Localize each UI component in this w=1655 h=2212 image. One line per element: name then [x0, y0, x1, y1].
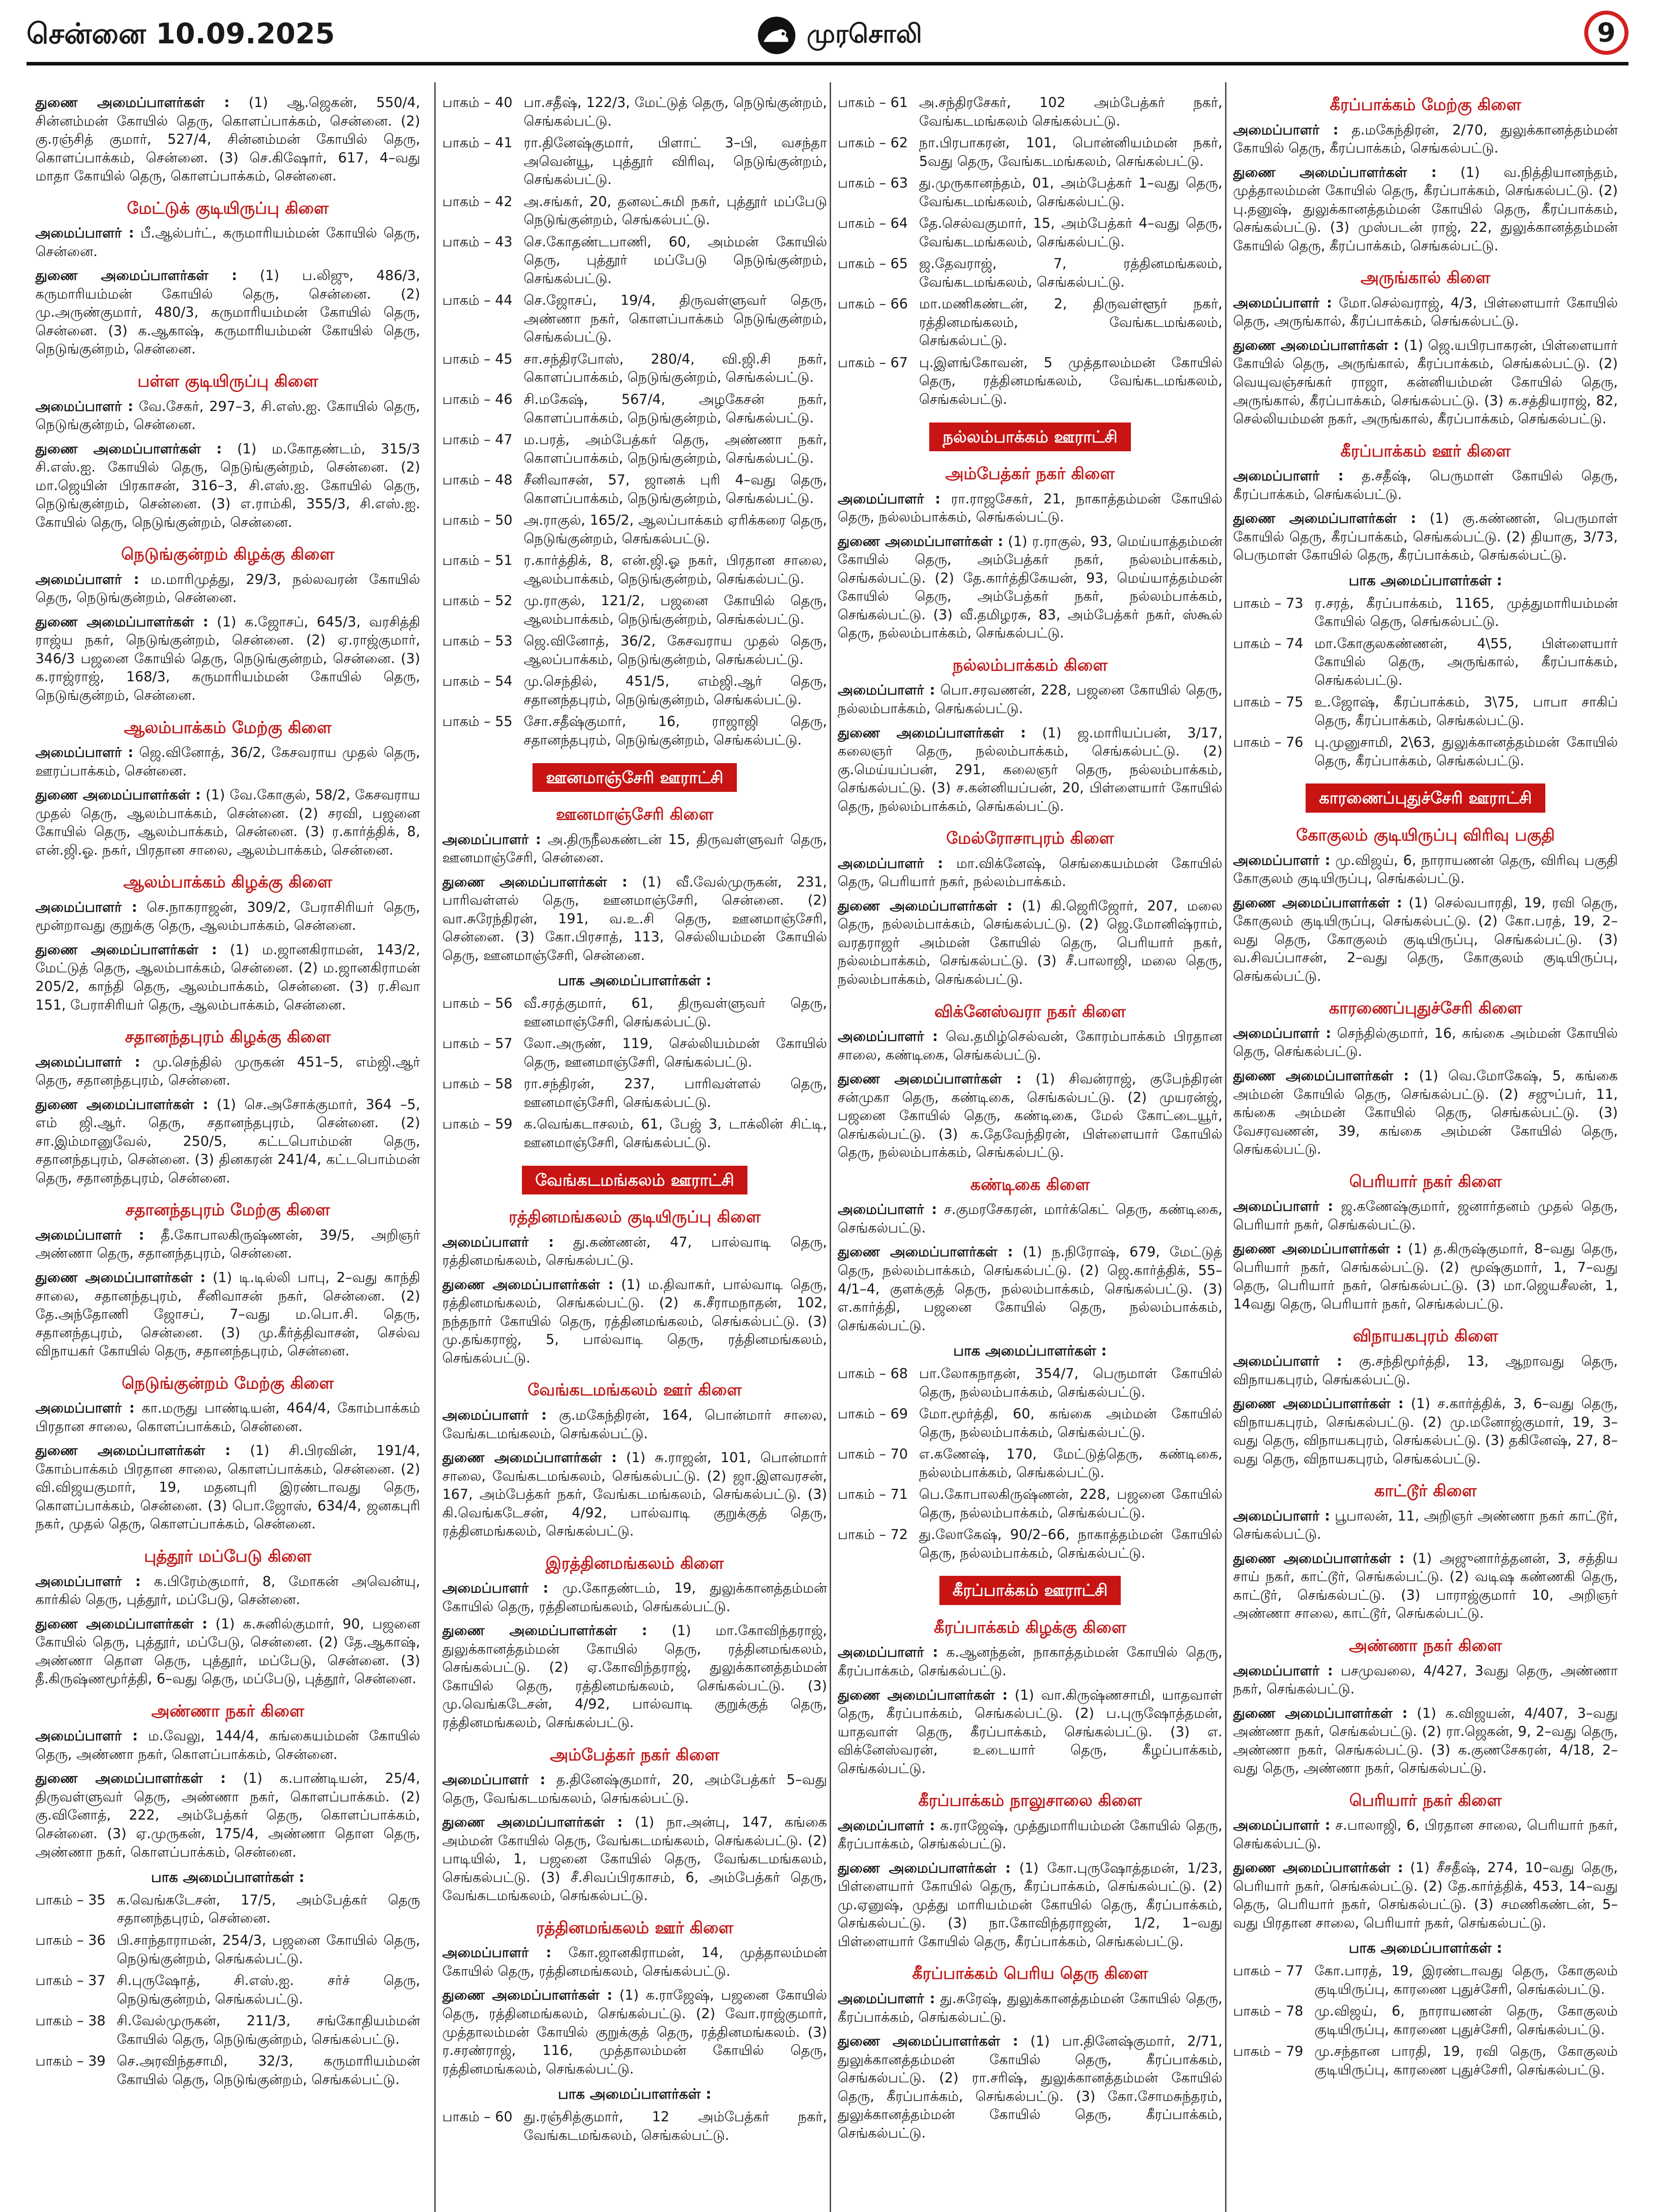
booth-number: பாகம் – 62	[838, 135, 908, 151]
booth-entry	[442, 552, 827, 588]
branch-heading: அருங்கால் கிளை	[1360, 268, 1490, 288]
booth-person: ரா.சந்திரன், 237, பாரிவள்ளல் தெரு, ஊனமாஞ்சேரி, செங்கல்பட்டு.	[524, 1076, 827, 1110]
booth-number: பாகம் – 47	[442, 432, 513, 448]
booth-entry	[442, 713, 827, 749]
booth-number: பாகம் – 38	[35, 2013, 106, 2029]
column-1	[35, 94, 420, 2212]
branch-heading: கோகுலம் குடியிருப்பு விரிவு பகுதி	[1296, 826, 1555, 845]
booth-number: பாகம் – 69	[838, 1406, 908, 1422]
booth-entry	[838, 354, 1222, 409]
branch-heading: கீரப்பாக்கம் கிழக்கு கிளை	[934, 1617, 1126, 1637]
booth-entry	[838, 215, 1222, 251]
listing-deputies: துணை அமைப்பாளர்கள் : (1) வே.கோகுல், 58/2, கேசவராய முதல் தெரு, ஆலம்பாக்கம், சென்னை. (2) சரவி, பஜனை கோயில் தெரு, ஆலம்பாக்கம், சென்னை. (3) ர.கார்த்திக், 8, என்.ஜி.ஓ. நகர், பிரதான சாலை, ஆலம்பாக்கம், சென்னை.	[35, 787, 420, 858]
booth-person: தே.செல்வகுமார், 15, அம்பேத்கர் 4–வது தெரு, வேங்கடமங்கலம், செங்கல்பட்டு.	[919, 215, 1222, 250]
listing-organizer: அமைப்பாளர் : ம.வேலு, 144/4, கங்கையம்மன் கோயில் தெரு, அண்ணா நகர், கொளப்பாக்கம், சென்னை.	[35, 1728, 420, 1763]
branch-heading: ரத்தினமங்கலம் ஊர் கிளை	[536, 1918, 734, 1937]
listing-organizer: அமைப்பாளர் : செ.நாகராஜன், 309/2, பேராசிரியர் தெரு, மூன்றாவது குறுக்கு தெரு, ஆலம்பாக்கம், சென்னை.	[35, 899, 420, 934]
booth-person: மு.செந்தில், 451/5, எம்ஜி.ஆர் தெரு, சதானந்தபுரம், நெடுங்குன்றம், செங்கல்பட்டு.	[524, 673, 827, 708]
listing-deputies: துணை அமைப்பாளர்கள் : (1) க.ஜோசப், 645/3, வரசித்தி ராஜ்ய நகர், நெடுங்குன்றம், சென்னை. (2) ஏ.ராஜ்குமார், 346/3 பஜனை கோயில் தெரு, நெடுங்குன்றம், சென்னை. (3) க.ராஜ்ராஜ், 168/3, கருமாரியம்மன் கோயில் தெரு, நெடுங்குன்றம், சென்னை.	[35, 614, 420, 704]
panchayat-banner: நல்லம்பாக்கம் ஊராட்சி	[929, 422, 1130, 452]
booth-person: மோ.மூர்த்தி, 60, கங்கை அம்மன் கோயில் தெரு, நல்லம்பாக்கம், செங்கல்பட்டு.	[919, 1406, 1222, 1440]
booth-list	[838, 94, 1222, 409]
branch-heading: சதானந்தபுரம் மேற்கு கிளை	[125, 1200, 330, 1220]
booth-entry	[838, 134, 1222, 171]
listing-deputies: துணை அமைப்பாளர்கள் : (1) ம.திவாகர், பால்வாடி தெரு, ரத்தினமங்கலம், செங்கல்பட்டு. (2) க.சீராமநாதன், 102, நந்தநார் கோயில் தெரு, ரத்தினமங்கலம், செங்கல்பட்டு. (3) மு.தங்கராஜ், 5, பால்வாடி தெரு, ரத்தினமங்கலம், செங்கல்பட்டு.	[442, 1276, 827, 1366]
booth-number: பாகம் – 53	[442, 633, 513, 649]
listing-deputies: துணை அமைப்பாளர்கள் : (1) ந.நிரோஷ், 679, மேட்டுத் தெரு, நல்லம்பாக்கம், செங்கல்பட்டு. (2) ஜெ.கார்த்திக், 55–4/1–4, குளக்குத் தெரு, நல்லம்பாக்கம், செங்கல்பட்டு. (3) எ.கார்த்தி, பஜனை கோயில் தெரு, நல்லம்பாக்கம், செங்கல்பட்டு.	[838, 1244, 1222, 1334]
listing-organizer: அமைப்பாளர் : மா.விக்னேஷ், செங்கையம்மன் கோயில் தெரு, பெரியார் நகர், நல்லம்பாக்கம்.	[838, 855, 1222, 890]
booth-person: மா.மணிகண்டன், 2, திருவள்ளூர் நகர், ரத்தினமங்கலம், வேங்கடமங்கலம், செங்கல்பட்டு.	[919, 296, 1222, 349]
branch-heading: கீரப்பாக்கம் நாலுசாலை கிளை	[918, 1791, 1142, 1810]
booth-person: அ.சந்திரசேகர், 102 அம்பேத்கர் நகர், வேங்கடமங்கலம் செங்கல்பட்டு.	[919, 95, 1222, 129]
branch-heading: ஊனமாஞ்சேரி கிளை	[555, 805, 714, 824]
branch-heading: ஆலம்பாக்கம் மேற்கு கிளை	[124, 718, 332, 737]
booth-number: பாகம் – 36	[35, 1932, 106, 1948]
booth-list	[1233, 595, 1618, 771]
booth-number: பாகம் – 56	[442, 995, 513, 1012]
branch-heading: கீரப்பாக்கம் மேற்கு கிளை	[1329, 95, 1521, 114]
booth-person: மா.கோகுலகண்ணன், 4\55, பிள்ளையார் கோயில் தெரு, அருங்கால், கீரப்பாக்கம், செங்கல்பட்டு.	[1314, 635, 1618, 688]
booth-number: பாகம் – 57	[442, 1036, 513, 1052]
branch-heading: பள்ள குடியிருப்பு கிளை	[137, 371, 318, 391]
listing-deputies: துணை அமைப்பாளர்கள் : (1) டி.டில்லி பாபு, 2–வது காந்தி சாலை, சதானந்தபுரம், சீனிவாசன் நகர், சென்னை. (2) தே.அந்தோணி ஜோசப், 7–வது ம.பொ.சி. தெரு, சதானந்தபுரம், சென்னை. (3) மு.கீர்த்திவாசன், செல்வ விநாயகர் கோயில் தெரு, சதானந்தபுரம், சென்னை.	[35, 1270, 420, 1359]
booth-entry	[1233, 733, 1618, 770]
section-subheading: பாக அமைப்பாளர்கள் :	[558, 972, 712, 989]
booth-entry	[35, 1891, 420, 1928]
booth-entry	[442, 592, 827, 629]
listing-organizer: அமைப்பாளர் : து.சுரேஷ், துலுக்கானத்தம்மன் கோயில் தெரு, கீரப்பாக்கம், செங்கல்பட்டு.	[838, 1991, 1222, 2025]
listing-organizer: அமைப்பாளர் : ஜ.கணேஷ்குமார், ஜனார்தனம் முதல் தெரு, பெரியார் நகர், செங்கல்பட்டு.	[1233, 1198, 1618, 1233]
booth-number: பாகம் – 51	[442, 553, 513, 569]
listing-organizer: அமைப்பாளர் : த.தினேஷ்குமார், 20, அம்பேத்கர் 5–வது தெரு, வேங்கடமங்கலம், செங்கல்பட்டு.	[442, 1772, 827, 1806]
booth-person: பா.சதீஷ், 122/3, மேட்டுத் தெரு, நெடுங்குன்றம், செங்கல்பட்டு.	[524, 95, 827, 129]
listing-organizer: அமைப்பாளர் : பூபாலன், 11, அறிஞர் அண்ணா நகர் காட்டூர், செங்கல்பட்டு.	[1233, 1508, 1618, 1543]
booth-number: பாகம் – 42	[442, 193, 513, 210]
booth-number: பாகம் – 46	[442, 391, 513, 407]
booth-entry	[442, 672, 827, 709]
booth-entry	[1233, 2002, 1618, 2039]
section-subheading: பாக அமைப்பாளர்கள் :	[558, 2085, 712, 2103]
section-subheading: பாக அமைப்பாளர்கள் :	[1349, 1939, 1502, 1957]
listing-deputies: துணை அமைப்பாளர்கள் : (1) ம.கோதண்டம், 315/3 சி.எஸ்.ஐ. கோயில் தெரு, நெடுங்குன்றம், சென்னை. (2) மா.ஜெயின் பிரகாசன், 316–3, சி.எஸ்.ஐ. கோயில் தெரு, நெடுங்குன்றம், சென்னை. (3) எ.ராம்கி, 355/3, சி.எஸ்.ஐ. கோயில் தெரு, நெடுங்குன்றம், சென்னை.	[35, 441, 420, 530]
listing-organizer: அமைப்பாளர் : கோ.ஜானகிராமன், 14, முத்தாலம்மன் கோயில் தெரு, ரத்தினமங்கலம், செங்கல்பட்டு.	[442, 1945, 827, 1979]
booth-entry	[838, 1405, 1222, 1442]
booth-entry	[35, 2052, 420, 2089]
booth-number: பாகம் – 78	[1233, 2003, 1303, 2020]
booth-person: ஜெ.வினோத், 36/2, கேசவராய முதல் தெரு, ஆலப்பாக்கம், நெடுங்குன்றம், செங்கல்பட்டு.	[524, 633, 827, 668]
column-4	[1233, 94, 1618, 2212]
listing-organizer: அமைப்பாளர் : மு.விஜய், 6, நாராயணன் தெரு, விரிவு பகுதி கோகுலம் குடியிருப்பு, செங்கல்பட்டு.	[1233, 852, 1618, 887]
listing-deputies: துணை அமைப்பாளர்கள் : (1) பா.தினேஷ்குமார், 2/71, துலுக்கானத்தம்மன் கோயில் தெரு, கீரப்பாக்கம், செங்கல்பட்டு. (2) ரா.சரிஷ், துலுக்கானத்தம்மன் கோயில் தெரு, கீரப்பாக்கம், செங்கல்பட்டு. (3) கோ.சோமசுந்தரம், துலுக்கானத்தம்மன் கோயில் தெரு, கீரப்பாக்கம், செங்கல்பட்டு.	[838, 2033, 1222, 2141]
booth-person: சீனிவாசன், 57, ஜானக் புரி 4–வது தெரு, கொளப்பாக்கம், நெடுங்குன்றம், செங்கல்பட்டு.	[524, 472, 827, 507]
branch-heading: ஆலம்பாக்கம் கிழக்கு கிளை	[123, 872, 333, 892]
booth-number: பாகம் – 70	[838, 1446, 908, 1463]
booth-number: பாகம் – 52	[442, 593, 513, 609]
booth-entry	[442, 391, 827, 427]
booth-entry	[35, 2012, 420, 2049]
booth-number: பாகம் – 41	[442, 135, 513, 151]
listing-organizer: அமைப்பாளர் : வே.சேகர், 297–3, சி.எஸ்.ஐ. கோயில் தெரு, நெடுங்குன்றம், சென்னை.	[35, 398, 420, 433]
branch-heading: மேட்டுக் குடியிருப்பு கிளை	[126, 198, 329, 218]
booth-entry	[442, 1115, 827, 1152]
branch-heading: காரணைப்புதுச்சேரி கிளை	[1329, 998, 1522, 1018]
rising-sun-logo-icon	[756, 15, 797, 56]
section-subheading: பாக அமைப்பாளர்கள் :	[1349, 572, 1502, 589]
listing-deputies: துணை அமைப்பாளர்கள் : (1) சிவன்ராஜ், குபேந்திரன் சன்முகா தெரு, கண்டிகை, செங்கல்பட்டு. (2) முயரன்ஜ், பஜனை கோயில் தெரு, கண்டிகை, மேல் கோட்டையூர், செங்கல்பட்டு. (3) க.தேவேந்திரன், பிள்ளையார் கோயில் தெரு, நல்லம்பாக்கம், செங்கல்பட்டு.	[838, 1071, 1222, 1161]
booth-entry	[442, 511, 827, 548]
listing-organizer: அமைப்பாளர் : பொ.சரவணன், 228, பஜனை கோயில் தெரு, நல்லம்பாக்கம், செங்கல்பட்டு.	[838, 682, 1222, 717]
listing-organizer: அமைப்பாளர் : மு.கோதண்டம், 19, துலுக்கானத்தம்மன் கோயில் தெரு, ரத்தினமங்கலம், செங்கல்பட்டு.	[442, 1580, 827, 1615]
booth-number: பாகம் – 63	[838, 175, 908, 192]
booth-entry	[1233, 1962, 1618, 1999]
booth-number: பாகம் – 66	[838, 296, 908, 312]
booth-number: பாகம் – 73	[1233, 595, 1303, 611]
booth-list	[442, 94, 827, 750]
listing-organizer: அமைப்பாளர் : த.மகேந்திரன், 2/70, துலுக்கானத்தம்மன் கோயில் தெரு, கீரப்பாக்கம், செங்கல்பட்டு.	[1233, 122, 1618, 157]
section-subheading: பாக அமைப்பாளர்கள் :	[953, 1342, 1107, 1359]
listing-deputies: துணை அமைப்பாளர்கள் : (1) வெ.மோகேஷ், 5, கங்கை அம்மன் கோயில் தெரு, செங்கல்பட்டு. (2) சஜுப்பர், 11, கங்கை அம்மன் கோயில் தெரு, செங்கல்பட்டு. (3) வேசரவணன், 39, கங்கை அம்மன் கோயில் தெரு, செங்கல்பட்டு.	[1233, 1068, 1618, 1158]
booth-entry	[838, 1365, 1222, 1402]
listing-deputies: துணை அமைப்பாளர்கள் : (1) கி.ஜெரிஜோர், 207, மலை தெரு, நல்லம்பாக்கம், செங்கல்பட்டு. (2) ஜெ.மோனிஷ்ராம், வரதராஜர் அம்மன் கோயில் தெரு, பெரியார் நகர், நல்லம்பாக்கம், செங்கல்பட்டு. (3) சீ.பாலாஜி, மலை தெரு, நல்லம்பாக்கம், செங்கல்பட்டு.	[838, 898, 1222, 987]
branch-heading: பெரியார் நகர் கிளை	[1349, 1171, 1502, 1191]
listing-deputies: துணை அமைப்பாளர்கள் : (1) நா.அன்பு, 147, கங்கை அம்மன் கோயில் தெரு, வேங்கடமங்கலம், செங்கல்பட்டு. (2) பாடியில், 1, பஜனை கோயில் தெரு, வேங்கடமங்கலம், செங்கல்பட்டு. (3) சீ.சிவப்பிரகாசம், 6, அம்பேத்கர் தெரு, வேங்கடமங்கலம், செங்கல்பட்டு.	[442, 1814, 827, 1904]
booth-person: பு.முனுசாமி, 2\63, துலுக்கானத்தம்மன் கோயில் தெரு, கீரப்பாக்கம், செங்கல்பட்டு.	[1314, 734, 1618, 769]
booth-entry	[35, 1972, 420, 2008]
booth-entry	[442, 233, 827, 288]
listing-deputies: துணை அமைப்பாளர்கள் : (1) சு.ராஜன், 101, பொன்மார் சாலை, வேங்கடமங்கலம், செங்கல்பட்டு. (2) ஜா.இளவரசன், 167, அம்பேத்கர் நகர், வேங்கடமங்கலம், செங்கல்பட்டு. (3) கி.வெங்கடேசன், 4/92, பால்வாடி குறுக்குத் தெரு, ரத்தினமங்கலம், செங்கல்பட்டு.	[442, 1450, 827, 1540]
booth-number: பாகம் – 61	[838, 95, 908, 111]
listing-organizer: அமைப்பாளர் : ரா.ராஜசேகர், 21, நாகாத்தம்மன் கோயில் தெரு, நல்லம்பாக்கம், செங்கல்பட்டு.	[838, 491, 1222, 526]
booth-person: பு.இளங்கோவன், 5 முத்தாலம்மன் கோயில் தெரு, ரத்தினமங்கலம், வேங்கடமங்கலம், செங்கல்பட்டு.	[919, 354, 1222, 407]
booth-number: பாகம் – 60	[442, 2109, 513, 2125]
listing-deputies: துணை அமைப்பாளர்கள் : (1) செல்வபாரதி, 19, ரவி தெரு, கோகுலம் குடியிருப்பு, செங்கல்பட்டு. (2) கோ.பரத், 19, 2–வது தெரு, கோகுலம் குடியிருப்பு, செங்கல்பட்டு. (3) வ.சிவப்பாசன், 2–வது தெரு, கோகுலம் குடியிருப்பு, செங்கல்பட்டு.	[1233, 895, 1618, 984]
booth-entry	[838, 255, 1222, 292]
booth-entry	[838, 174, 1222, 211]
booth-entry	[1233, 2043, 1618, 2079]
booth-entry	[838, 1486, 1222, 1522]
branch-heading: விநாயகபுரம் கிளை	[1352, 1326, 1498, 1346]
branch-heading: இரத்தினமங்கலம் கிளை	[545, 1553, 724, 1573]
branch-heading: வேங்கடமங்கலம் ஊர் கிளை	[528, 1380, 742, 1400]
listing-deputies: துணை அமைப்பாளர்கள் : (1) வ.நித்தியானந்தம், முத்தாலம்மன் கோயில் தெரு, கீரப்பாக்கம், செங்கல்பட்டு. (2) பு.தனுஷ், துலுக்கானத்தம்மன் கோயில் தெரு, கீரப்பாக்கம், செங்கல்பட்டு. (3) முஸ்படன் ராஜ், 22, துலுக்கானத்தம்மன் கோயில் தெரு, கீரப்பாக்கம், செங்கல்பட்டு.	[1233, 164, 1618, 254]
booth-number: பாகம் – 45	[442, 351, 513, 367]
booth-person: வீ.சரத்குமார், 61, திருவள்ளுவர் தெரு, ஊனமாஞ்சேரி, செங்கல்பட்டு.	[524, 995, 827, 1030]
listing-organizer: அமைப்பாளர் : மோ.செல்வராஜ், 4/3, பிள்ளையார் கோயில் தெரு, அருங்கால், கீரப்பாக்கம், செங்கல்பட்டு.	[1233, 295, 1618, 330]
booth-person: மு.சந்தான பாரதி, 19, ரவி தெரு, கோகுலம் குடியிருப்பு, காரணை புதுச்சேரி, செங்கல்பட்டு.	[1314, 2043, 1618, 2078]
listing-organizer: அமைப்பாளர் : கு.மகேந்திரன், 164, பொன்மார் சாலை, வேங்கடமங்கலம், செங்கல்பட்டு.	[442, 1407, 827, 1442]
branch-heading: அண்ணா நகர் கிளை	[151, 1701, 304, 1720]
listing-organizer: அமைப்பாளர் : ஜெ.வினோத், 36/2, கேசவராய முதல் தெரு, ஊரப்பாக்கம், சென்னை.	[35, 745, 420, 779]
listing-deputies: துணை அமைப்பாளர்கள் : (1) கோ.புருஷோத்தமன், 1/23, பிள்ளையார் கோயில் தெரு, கீரப்பாக்கம், செங்கல்பட்டு. (2) மு.ஏனுஷ், முத்து மாரியம்மன் கோயில் தெரு, கீரப்பாக்கம், செங்கல்பட்டு. (3) நா.கோவிந்தராஜன், 1/2, 1–வது பிள்ளையார் கோயில் தெரு, கீரப்பாக்கம், செங்கல்பட்டு.	[838, 1860, 1222, 1950]
booth-list	[1233, 1962, 1618, 2079]
booth-entry	[442, 134, 827, 189]
booth-number: பாகம் – 68	[838, 1365, 908, 1382]
booth-entry	[442, 292, 827, 347]
listing-organizer: அமைப்பாளர் : தீ.கோபாலகிருஷ்ணன், 39/5, அறிஞர் அண்ணா தெரு, சதானந்தபுரம், சென்னை.	[35, 1227, 420, 1262]
booth-number: பாகம் – 74	[1233, 635, 1303, 652]
booth-entry	[442, 193, 827, 230]
branch-heading: மேல்ரோசாபுரம் கிளை	[946, 829, 1114, 848]
booth-person: து.முருகானந்தம், 01, அம்பேத்கர் 1–வது தெரு, வேங்கடமங்கலம், செங்கல்பட்டு.	[919, 175, 1222, 210]
branch-heading: நெடுங்குன்றம் மேற்கு கிளை	[122, 1373, 334, 1393]
panchayat-banner: காரணைப்புதுச்சேரி ஊராட்சி	[1306, 783, 1545, 813]
listing-deputies: துணை அமைப்பாளர்கள் : (1) செ.அசோக்குமார், 364 –5, எம் ஜி.ஆர். தெரு, சதானந்தபுரம், சென்னை. (2) சா.இம்மானுவேல், 250/5, கட்டபொம்மன் தெரு, சதானந்தபுரம், சென்னை. (3) தினகரன் 241/4, கட்டபொம்மன் தெரு, சதானந்தபுரம், சென்னை.	[35, 1096, 420, 1186]
booth-number: பாகம் – 79	[1233, 2043, 1303, 2060]
booth-person: க.வெங்கடாசலம், 61, பேஜ் 3, டாக்லின் சிட்டி, ஊனமாஞ்சேரி, செங்கல்பட்டு.	[524, 1116, 827, 1151]
listing-organizer: அமைப்பாளர் : ச.குமரசேகரன், மார்க்கெட் தெரு, கண்டிகை, செங்கல்பட்டு.	[838, 1202, 1222, 1236]
booth-number: பாகம் – 67	[838, 354, 908, 371]
booth-number: பாகம் – 59	[442, 1116, 513, 1133]
booth-person: ர.கார்த்திக், 8, என்.ஜி.ஓ நகர், பிரதான சாலை, ஆலம்பாக்கம், நெடுங்குன்றம், செங்கல்பட்டு.	[524, 553, 827, 587]
booth-entry	[35, 1932, 420, 1968]
booth-person: எ.கணேஷ், 170, மேட்டுத்தெரு, கண்டிகை, நல்லம்பாக்கம், செங்கல்பட்டு.	[919, 1446, 1222, 1481]
booth-entry	[1233, 635, 1618, 690]
booth-entry	[838, 1445, 1222, 1482]
panchayat-banner: வேங்கடமங்கலம் ஊராட்சி	[522, 1166, 747, 1195]
listing-deputies: துணை அமைப்பாளர்கள் : (1) வீ.வேல்முருகன், 231, பாரிவள்ளல் தெரு, ஊனமாஞ்சேரி, சென்னை. (2) வா.சுரேந்திரன், 191, வ.உ.சி தெரு, ஊனமாஞ்சேரி, சென்னை. (3) கோ.பிரசாத், 113, செல்லியம்மன் கோயில் தெரு, ஊனமாஞ்சேரி, சென்னை.	[442, 874, 827, 964]
listing-deputies: துணை அமைப்பாளர்கள் : (1) வா.கிருஷ்ணசாமி, யாதவாள் தெரு, கீரப்பாக்கம், செங்கல்பட்டு. (2) ப.புருஷோத்தமன், யாதவாள் தெரு, கீரப்பாக்கம், செங்கல்பட்டு. (3) எ. விக்னேஸ்வரன், உடையார் தெரு, கீழப்பாக்கம், செங்கல்பட்டு.	[838, 1687, 1222, 1777]
listing-deputies: துணை அமைப்பாளர்கள் : (1) அஜுனார்த்தனன், 3, சத்திய சாய் நகர், காட்டூர், செங்கல்பட்டு. (2) வடிஷ கண்ணகி தெரு, காட்டூர், செங்கல்பட்டு. (3) பாராஜ்குமார் 10, அறிஞர் அண்ணா சாலை, காட்டூர், செங்கல்பட்டு.	[1233, 1550, 1618, 1622]
listing-organizer: அமைப்பாளர் : கு.சந்திமூர்த்தி, 13, ஆறாவது தெரு, விநாயகபுரம், செங்கல்பட்டு.	[1233, 1353, 1618, 1388]
booth-person: மு.ராகுல், 121/2, பஜனை கோயில் தெரு, ஆலம்பாக்கம், நெடுங்குன்றம், செங்கல்பட்டு.	[524, 593, 827, 627]
listing-deputies: துணை அமைப்பாளர்கள் : (1) ர.ராகுல், 93, மெய்யாத்தம்மன் கோயில் தெரு, அம்பேத்கர் நகர், நல்லம்பாக்கம், செங்கல்பட்டு. (2) தே.கார்த்திகேயன், 93, மெய்யாத்தம்மன் கோயில் தெரு, அம்பேத்கர் நகர், நல்லம்பாக்கம், செங்கல்பட்டு. (3) வீ.தமிழரசு, 83, அம்பேத்கர் நகர், ஸ்கூல் தெரு, நல்லம்பாக்கம், செங்கல்பட்டு.	[838, 533, 1222, 641]
panchayat-banner: ஊனமாஞ்சேரி ஊராட்சி	[533, 763, 736, 792]
listing-deputies: துணை அமைப்பாளர்கள் : (1) த.கிருஷ்குமார், 8–வது தெரு, பெரியார் நகர், செங்கல்பட்டு. (2) மூஷ்குமார், 1, 7–வது தெரு, பெரியார் நகர், செங்கல்பட்டு. (3) மா.ஜெயசீலன், 1, 14வது தெரு, பெரியார் நகர், செங்கல்பட்டு.	[1233, 1241, 1618, 1312]
listing-organizer: அமைப்பாளர் : மு.செந்தில் முருகன் 451–5, எம்ஜி.ஆர் தெரு, சதானந்தபுரம், சென்னை.	[35, 1054, 420, 1089]
branch-heading: பெரியார் நகர் கிளை	[1349, 1790, 1502, 1810]
listing-organizer: அமைப்பாளர் : ச.பாலாஜி, 6, பிரதான சாலை, பெரியார் நகர், செங்கல்பட்டு.	[1233, 1817, 1618, 1852]
booth-person: செ.அரவிந்தசாமி, 32/3, கருமாரியம்மன் கோயில் தெரு, நெடுங்குன்றம், செங்கல்பட்டு.	[117, 2053, 420, 2088]
booth-entry	[838, 295, 1222, 350]
booth-person: து.ரஞ்சித்குமார், 12 அம்பேத்கர் நகர், வேங்கடமங்கலம், செங்கல்பட்டு.	[524, 2109, 827, 2143]
booth-list	[442, 995, 827, 1152]
booth-list	[35, 1891, 420, 2089]
booth-number: பாகம் – 72	[838, 1527, 908, 1543]
booth-person: கோ.பாரத், 19, இரண்டாவது தெரு, கோகுலம் குடியிருப்பு, காரணை புதுச்சேரி, செங்கல்பட்டு.	[1314, 1963, 1618, 1997]
booth-number: பாகம் – 77	[1233, 1963, 1303, 1979]
listing-organizer: அமைப்பாளர் : து.கண்ணன், 47, பால்வாடி தெரு, ரத்தினமங்கலம், செங்கல்பட்டு.	[442, 1234, 827, 1269]
booth-number: பாகம் – 50	[442, 512, 513, 529]
booth-entry	[442, 632, 827, 669]
booth-number: பாகம் – 44	[442, 292, 513, 309]
masthead	[756, 14, 922, 57]
booth-person: ரா.தினேஷ்குமார், பிளாட் 3–பி, வசந்தா அவென்யூ, புத்தூர் விரிவு, நெடுங்குன்றம், செங்கல்பட்டு.	[524, 135, 827, 188]
branch-heading: சதானந்தபுரம் கிழக்கு கிளை	[125, 1027, 331, 1047]
booth-person: ர.சரத், கீரப்பாக்கம், 1165, முத்துமாரியம்மன் கோயில் தெரு, செங்கல்பட்டு.	[1314, 595, 1618, 630]
booth-entry	[1233, 693, 1618, 730]
branch-heading: கண்டிகை கிளை	[970, 1175, 1090, 1194]
branch-heading: அம்பேத்கர் நகர் கிளை	[550, 1745, 720, 1764]
booth-number: பாகம் – 39	[35, 2053, 106, 2070]
column-2	[442, 94, 827, 2212]
booth-entry	[442, 471, 827, 508]
booth-number: பாகம் – 40	[442, 95, 513, 111]
listing-organizer: அமைப்பாளர் : க.ராஜேஷ், முத்துமாரியம்மன் கோயில் தெரு, கீரப்பாக்கம், செங்கல்பட்டு.	[838, 1817, 1222, 1852]
booth-person: சா.சந்திரபோஸ், 280/4, வி.ஜி.சி நகர், கொளப்பாக்கம், நெடுங்குன்றம், செங்கல்பட்டு.	[524, 351, 827, 386]
booth-person: பி.சாந்தாராமன், 254/3, பஜனை கோயில் தெரு, நெடுங்குன்றம், செங்கல்பட்டு.	[117, 1932, 420, 1967]
booth-person: சி.வேல்முருகன், 211/3, சங்கோதியம்மன் கோயில் தெரு, நெடுங்குன்றம், செங்கல்பட்டு.	[117, 2013, 420, 2047]
booth-number: பாகம் – 48	[442, 472, 513, 488]
booth-person: சோ.சதீஷ்குமார், 16, ராஜாஜி தெரு, சதானந்தபுரம், நெடுங்குன்றம், செங்கல்பட்டு.	[524, 714, 827, 748]
listing-organizer: அமைப்பாளர் : செந்தில்குமார், 16, கங்கை அம்மன் கோயில் தெரு, செங்கல்பட்டு.	[1233, 1025, 1618, 1060]
listing-deputies: துணை அமைப்பாளர்கள் : (1) க.ராஜேஷ், பஜனை கோயில் தெரு, ரத்தினமங்கலம், செங்கல்பட்டு. (2) வோ.ராஜ்குமார், முத்தாலம்மன் கோயில் குறுக்குத் தெரு, ரத்தினமங்கலம். (3) ர.சரண்ராஜ், 116, முத்தாலம்மன் கோயில் தெரு, ரத்தினமங்கலம், செங்கல்பட்டு.	[442, 1987, 827, 2077]
listing-deputies: துணை அமைப்பாளர்கள் : (1) ச.கார்த்திக், 3, 6–வது தெரு, விநாயகபுரம், செங்கல்பட்டு. (2) மு.மனோஜ்குமார், 19, 3–வது தெரு, விநாயகபுரம், செங்கல்பட்டு. (3) தகினேஷ், 27, 8–வது தெரு, விநாயகபுரம், செங்கல்பட்டு.	[1233, 1396, 1618, 1467]
booth-person: பா.லோகநாதன், 354/7, பெருமாள் கோயில் தெரு, நல்லம்பாக்கம், செங்கல்பட்டு.	[919, 1365, 1222, 1400]
listing-deputies: துணை அமைப்பாளர்கள் : (1) கு.கண்ணன், பெருமாள் கோயில் தெரு, கீரப்பாக்கம், செங்கல்பட்டு. (2) தியாகு, 3/73, பெருமாள் கோயில் தெரு, கீரப்பாக்கம், செங்கல்பட்டு.	[1233, 511, 1618, 564]
branch-heading: புத்தூர் மப்பேடு கிளை	[144, 1546, 312, 1566]
page-header	[27, 8, 1628, 60]
section-subheading: பாக அமைப்பாளர்கள் :	[151, 1869, 305, 1886]
booth-entry	[442, 350, 827, 387]
booth-person: லோ.அருண், 119, செல்லியம்மன் கோயில் தெரு, ஊனமாஞ்சேரி, செங்கல்பட்டு.	[524, 1036, 827, 1070]
booth-person: செ.ஜோசப், 19/4, திருவள்ளுவர் தெரு, அண்ணா நகர், கொளப்பாக்கம் நெடுங்குன்றம், செங்கல்பட்டு.	[524, 292, 827, 346]
booth-number: பாகம் – 71	[838, 1486, 908, 1503]
booth-person: சி.மகேஷ், 567/4, அழகேசன் நகர், கொளப்பாக்கம், நெடுங்குன்றம், செங்கல்பட்டு.	[524, 391, 827, 426]
newspaper-name: முரசொலி	[807, 19, 922, 49]
booth-person: அ.சங்கர், 20, தனலட்சுமி நகர், புத்தூர் மப்பேடு நெடுங்குன்றம், செங்கல்பட்டு.	[524, 193, 827, 228]
branch-heading: விக்னேஸ்வரா நகர் கிளை	[934, 1002, 1126, 1021]
booth-entry	[838, 94, 1222, 131]
booth-person: ம.பரத், அம்பேத்கர் தெரு, அண்ணா நகர், கொளப்பாக்கம், நெடுங்குன்றம், செங்கல்பட்டு.	[524, 432, 827, 466]
branch-heading: நல்லம்பாக்கம் கிளை	[952, 655, 1108, 675]
branch-heading: கீரப்பாக்கம் ஊர் கிளை	[1340, 441, 1511, 461]
booth-number: பாகம் – 54	[442, 673, 513, 690]
listing-organizer: அமைப்பாளர் : வெ.தமிழ்செல்வன், கோரம்பாக்கம் பிரதான சாலை, கண்டிகை, செங்கல்பட்டு.	[838, 1029, 1222, 1063]
branch-heading: அம்பேத்கர் நகர் கிளை	[945, 464, 1115, 484]
listing-deputies: துணை அமைப்பாளர்கள் : (1) க.சுனில்குமார், 90, பஜனை கோயில் தெரு, புத்தூர், மப்பேடு, சென்னை. (2) தே.ஆகாஷ், அண்ணா தொள தெரு, புத்தூர், மப்பேடு, சென்னை. (3) தீ.கிருஷ்ணமூர்த்தி, 6–வது தெரு, மப்பேடு, புத்தூர், சென்னை.	[35, 1616, 420, 1687]
listing-organizer: அமைப்பாளர் : ம.மாரிமுத்து, 29/3, நல்லவரன் கோயில் தெரு, நெடுங்குன்றம், சென்னை.	[35, 571, 420, 606]
branch-heading: அண்ணா நகர் கிளை	[1349, 1636, 1502, 1655]
listing-organizer: அமைப்பாளர் : க.ஆனந்தன், நாகாத்தம்மன் கோயில் தெரு, கீரப்பாக்கம், செங்கல்பட்டு.	[838, 1644, 1222, 1679]
booth-entry	[442, 995, 827, 1031]
booth-person: உ.ஜோஷ், கீரப்பாக்கம், 3\75, பாபா சாகிப் தெரு, கீரப்பாக்கம், செங்கல்பட்டு.	[1314, 694, 1618, 729]
booth-entry	[442, 1075, 827, 1112]
booth-person: து.லோகேஷ், 90/2–66, நாகாத்தம்மன் கோயில் தெரு, நல்லம்பாக்கம், செங்கல்பட்டு.	[919, 1527, 1222, 1561]
booth-person: நா.பிரபாகரன், 101, பொன்னியம்மன் நகர், 5வது தெரு, வேங்கடமங்கலம், செங்கல்பட்டு.	[919, 135, 1222, 169]
branch-heading: நெடுங்குன்றம் கிழக்கு கிளை	[121, 545, 335, 564]
booth-entry	[442, 2108, 827, 2145]
booth-entry	[442, 1035, 827, 1071]
booth-person: அ.ராகுல், 165/2, ஆலப்பாக்கம் ஏரிக்கரை தெரு, நெடுங்குன்றம், செங்கல்பட்டு.	[524, 512, 827, 547]
booth-number: பாகம் – 75	[1233, 694, 1303, 710]
listing-deputies: துணை அமைப்பாளர்கள் : (1) ஆ.ஜெகன், 550/4, சின்னம்மன் கோயில் தெரு, கொளப்பாக்கம், சென்னை. (2) கு.ரஞ்சித் குமார், 527/4, சின்னம்மன் கோயில் தெரு, கொளப்பாக்கம், சென்னை. (3) செ.கிஷோர், 617, 4–வது மாதா கோயில் தெரு, கொளப்பாக்கம், சென்னை.	[35, 95, 420, 184]
listing-organizer: அமைப்பாளர் : அ.திருநீலகண்டன் 15, திருவள்ளுவர் தெரு, ஊனமாஞ்சேரி, சென்னை.	[442, 831, 827, 866]
booth-number: பாகம் – 35	[35, 1892, 106, 1908]
panchayat-banner: கீரப்பாக்கம் ஊராட்சி	[939, 1576, 1121, 1605]
branch-heading: கீரப்பாக்கம் பெரிய தெரு கிளை	[912, 1964, 1148, 1983]
listing-deputies: துணை அமைப்பாளர்கள் : (1) சி.பிரவின், 191/4, கோம்பாக்கம் பிரதான சாலை, கொளப்பாக்கம், சென்னை. (2) வி.விஜயகுமார், 19, மதனபுரி இரண்டாவது தெரு, கொளப்பாக்கம், சென்னை. (3) பொ.ஜோஸ், 634/4, ஜனகபுரி நகர், முதல் தெரு, கொளப்பாக்கம், சென்னை.	[35, 1443, 420, 1532]
booth-person: க.வெங்கடேசன், 17/5, அம்பேத்கர் தெரு சதானந்தபுரம், சென்னை.	[117, 1892, 420, 1927]
booth-person: ஜ.தேவராஜ், 7, ரத்தினமங்கலம், வேங்கடமங்கலம், செங்கல்பட்டு.	[919, 256, 1222, 290]
listing-deputies: துணை அமைப்பாளர்கள் : (1) ஜ.மாரியப்பன், 3/17, கலைஞர் தெரு, நல்லம்பாக்கம், செங்கல்பட்டு. (2) கு.மெய்யப்பன், 291, கலைஞர் தெரு, நல்லம்பாக்கம், செங்கல்பட்டு. (3) ச.கன்னியப்பன், 20, பிள்ளையார் கோயில் தெரு, நல்லம்பாக்கம், செங்கல்பட்டு.	[838, 725, 1222, 814]
booth-number: பாகம் – 43	[442, 234, 513, 250]
listing-deputies: துணை அமைப்பாளர்கள் : (1) ம.ஜானகிராமன், 143/2, மேட்டுத் தெரு, ஆலம்பாக்கம், சென்னை. (2) ம.ஜானகிராமன் 205/2, காந்தி தெரு, ஆலம்பாக்கம், சென்னை. (3) ர.சிவா 151, பேராசிரியர் தெரு, ஆலம்பாக்கம், சென்னை.	[35, 941, 420, 1013]
booth-entry	[1233, 595, 1618, 631]
booth-person: பெ.கோபாலகிருஷ்ணன், 228, பஜனை கோயில் தெரு, நல்லம்பாக்கம், செங்கல்பட்டு.	[919, 1486, 1222, 1521]
listing-deputies: துணை அமைப்பாளர்கள் : (1) ஜெ.யபிரபாகரன், பிள்ளையார் கோயில் தெரு, அருங்கால், கீரப்பாக்கம், செங்கல்பட்டு. (2) வெயுவஞ்சங்கர் ராஜா, கன்னியம்மன் கோயில் தெரு, அருங்கால், கீரப்பாக்கம், செங்கல்பட்டு. (3) க.சத்தியராஜ், 82, செல்லியம்மன் நகர், அருங்கால், கீரப்பாக்கம், செங்கல்பட்டு.	[1233, 337, 1618, 427]
listing-deputies: துணை அமைப்பாளர்கள் : (1) மா.கோவிந்தராஜ், துலுக்கானத்தம்மன் கோயில் தெரு, ரத்தினமங்கலம், செங்கல்பட்டு. (2) ஏ.கோவிந்தராஜ், துலுக்கானத்தம்மன் கோயில் தெரு, ரத்தினமங்கலம், செங்கல்பட்டு. (3) மு.வெங்கடேசன், 4/92, பால்வாடி குறுக்குத் தெரு, ரத்தினமங்கலம், செங்கல்பட்டு.	[442, 1623, 827, 1731]
listing-deputies: துணை அமைப்பாளர்கள் : (1) சீசதீஷ், 274, 10–வது தெரு, பெரியார் நகர், செங்கல்பட்டு. (2) தே.கார்த்திக், 453, 14–வது தெரு, பெரியார் நகர், செங்கல்பட்டு. (3) சமணிகண்டன், 5–வது பிரதான சாலை, பெரியார் நகர், செங்கல்பட்டு.	[1233, 1860, 1618, 1931]
booth-number: பாகம் – 65	[838, 256, 908, 272]
branch-heading: ரத்தினமங்கலம் குடியிருப்பு கிளை	[509, 1207, 761, 1227]
listing-deputies: துணை அமைப்பாளர்கள் : (1) க.பாண்டியன், 25/4, திருவள்ளுவர் தெரு, அண்ணா நகர், கொளப்பாக்கம். (2) கு.வினோத், 222, அம்பேத்கர் தெரு, கொளப்பாக்கம், சென்னை. (3) ஏ.முருகன், 175/4, அண்ணா தொள தெரு, அண்ணா நகர், கொளப்பாக்கம், சென்னை.	[35, 1770, 420, 1860]
column-divider	[1225, 82, 1226, 2212]
listing-deputies: துணை அமைப்பாளர்கள் : (1) க.விஜயன், 4/407, 3–வது அண்ணா நகர், செங்கல்பட்டு. (2) ரா.ஜெகன், 9, 2–வது தெரு, அண்ணா நகர், செங்கல்பட்டு. (3) க.குணசேகரன், 4/18, 2–வது தெரு, அண்ணா நகர், செங்கல்பட்டு.	[1233, 1705, 1618, 1777]
column-divider	[434, 82, 436, 2212]
column-3	[838, 94, 1222, 2212]
booth-number: பாகம் – 58	[442, 1076, 513, 1092]
booth-entry	[838, 1526, 1222, 1563]
booth-number: பாகம் – 37	[35, 1973, 106, 1989]
listing-organizer: அமைப்பாளர் : க.பிரேம்குமார், 8, மோகன் அவென்யு, கார்கில் தெரு, புத்தூர், மப்பேடு, சென்னை.	[35, 1573, 420, 1608]
listing-organizer: அமைப்பாளர் : த.சதீஷ், பெருமாள் கோயில் தெரு, கீரப்பாக்கம், செங்கல்பட்டு.	[1233, 468, 1618, 503]
booth-list	[442, 2108, 827, 2145]
booth-person: செ.கோதண்டபாணி, 60, அம்மன் கோயில் தெரு, புத்தூர் மப்பேடு நெடுங்குன்றம், செங்கல்பட்டு.	[524, 234, 827, 287]
column-divider	[830, 82, 831, 2212]
booth-entry	[442, 431, 827, 468]
booth-list	[838, 1365, 1222, 1563]
listing-organizer: அமைப்பாளர் : பசமுவலை, 4/427, 3வது தெரு, அண்ணா நகர், செங்கல்பட்டு.	[1233, 1663, 1618, 1697]
header-divider	[27, 62, 1628, 65]
branch-heading: காட்டூர் கிளை	[1374, 1481, 1477, 1501]
listing-deputies: துணை அமைப்பாளர்கள் : (1) ப.லிஜு, 486/3, கருமாரியம்மன் கோயில் தெரு, சென்னை. (2) மு.அருண்குமார், 480/3, கருமாரியம்மன் கோயில் தெரு, சென்னை. (3) க.ஆகாஷ், கருமாரியம்மன் கோயில் தெரு, நெடுங்குன்றம், சென்னை.	[35, 268, 420, 357]
booth-entry	[442, 94, 827, 131]
booth-number: பாகம் – 76	[1233, 734, 1303, 751]
date-line: சென்னை 10.09.2025	[27, 18, 335, 50]
page-number-badge: 9	[1584, 11, 1628, 55]
listing-organizer: அமைப்பாளர் : பீ.ஆல்பர்ட், கருமாரியம்மன் கோயில் தெரு, சென்னை.	[35, 225, 420, 260]
booth-person: சி.புருஷோத், சி.எஸ்.ஐ. சர்ச் தெரு, நெடுங்குன்றம், செங்கல்பட்டு.	[117, 1973, 420, 2007]
booth-number: பாகம் – 64	[838, 215, 908, 232]
booth-person: மு.விஜய், 6, நாராயணன் தெரு, கோகுலம் குடியிருப்பு, காரணை புதுச்சேரி, செங்கல்பட்டு.	[1314, 2003, 1618, 2038]
booth-number: பாகம் – 55	[442, 714, 513, 730]
listing-organizer: அமைப்பாளர் : கா.மருது பாண்டியன், 464/4, கோம்பாக்கம் பிரதான சாலை, கொளப்பாக்கம், சென்னை.	[35, 1400, 420, 1435]
